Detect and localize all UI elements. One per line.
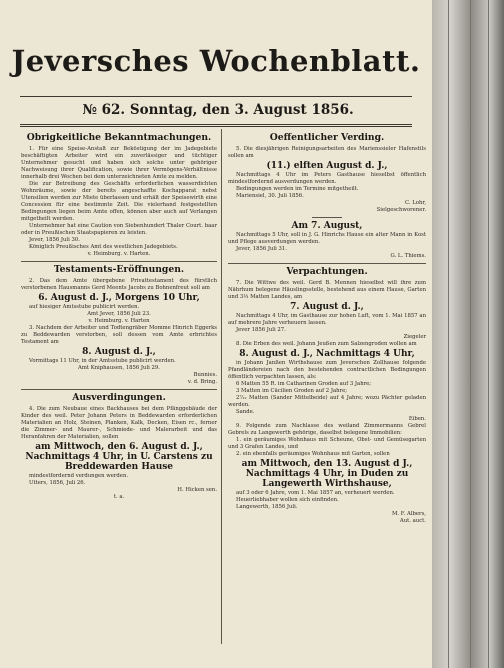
wills-signed3: v. d. Bring.	[187, 379, 217, 385]
leases-heading: Verpachtungen.	[286, 266, 368, 277]
left-column	[21, 131, 217, 501]
official-date: Jever, 1856 Juli 30.	[29, 237, 80, 243]
contracts-signed: H. Hicken sen.	[177, 487, 217, 493]
separator	[21, 261, 217, 262]
leases-date-big3: am Mittwoch, den 13. August d J., Nachmittags 4 Uhr, in Duden zu Langewerth Wirthshause,	[241, 459, 413, 489]
leases-p1: 7. Die Wittwe des weil. Gerd B. Mennen hieselbst will ihre zum Nährhum belegene Häuslingsstelle, bestehend aus einem Hause, Garten und 3⅓ Matten Landes, am	[228, 280, 426, 300]
wills-signed: v. Heimburg. v. Harten	[88, 318, 150, 324]
right-column	[228, 131, 426, 525]
wills-date-big2: 8. August d. J.,	[82, 347, 156, 357]
leases-p4: in Johann Janßen Wirthshause zum Jeverschen Zollhause folgende Pfandländereien nach den bestehenden contractlichen Bedingungen öffentlich verpachten lassen, als:	[228, 360, 426, 380]
auction-date-big2: Am 7. August,	[291, 221, 363, 231]
leases-p2: Nachmittags 4 Uhr, im Gasthause zur hohen Luft, vom 1. Mai 1857 an auf mehrere Jahre verheuern lassen.	[228, 313, 426, 326]
wills-note: auf hiesiger Amtsstube publicirt werden.	[29, 304, 140, 310]
contracts-p1: 4. Die zum Neubaue eines Backhauses bei dem Pfänggebäude der Kinder des weil. Peter Johann Peters in Beddewarden erforderlichen Materialien an Holz, Steinen, Planken, Kalk, Decken, Eisen rc., ferner die Zimmer- und Maurer-, Schmiede- und Malerarbeit und das Heranfahren der Materialien, sollen	[21, 406, 217, 440]
wills-signed2: Bunnies.	[193, 372, 217, 378]
wills-p2: 3. Nachdem der Arbeiter und Todtengräber Momme Hinrich Eggerks zu Beddewarden verstorben, soll dessen vom Amte erbrichtes Testament am	[21, 325, 217, 345]
issue-line: № 62. Sonntag, den 3. August 1856.	[82, 102, 354, 118]
official-heading: Obrigkeitliche Bekanntmachungen.	[26, 132, 212, 143]
leases-place: Jever 1856 Juli 27.	[236, 327, 286, 333]
leases-p3: 8. Die Erben des weil. Johann Jeußen zum Salzengroden wollen am	[236, 341, 417, 347]
leases-place2: Sande.	[236, 409, 255, 415]
rule-top	[20, 96, 412, 97]
leases-signed2: Eiben.	[408, 416, 426, 422]
spine-edge-line	[470, 0, 471, 668]
leases-item2: 3 Matten im Cäcilien Groden auf 2 Jahre;	[236, 388, 347, 394]
masthead-title: Jeversches Wochenblatt.	[11, 44, 421, 78]
rule-under-issue-2	[20, 126, 412, 127]
official-signed: v. Heimburg. v. Harten.	[87, 251, 151, 257]
auction-p2: Nachmittags 4 Uhr im Peters Gasthause hieselbst öffentlich mindestfordernd ausverdungen werden.	[228, 172, 426, 185]
auction-place2: Jever, 1856 Juli 31.	[236, 246, 287, 252]
leases-date-big: 7. August d. J.,	[290, 302, 364, 312]
auction-date-big: (11.) elften August d. J.,	[266, 161, 388, 171]
leases-date-big2: 8. August d. J., Nachmittags 4 Uhr,	[239, 349, 415, 359]
leases-p6: auf 3 oder 6 Jahre, vom 1. Mai 1857 an, verheuert werden.	[236, 490, 395, 496]
spine-edge-line	[448, 0, 449, 668]
wills-date-big: 6. August d. J., Morgens 10 Uhr,	[38, 293, 200, 303]
wills-p1: 2. Das dem Amte übergebene Privattestament des fürstlich verstorbenen Hausmanns Gerd Meents Jacobs zu Bohnenfreut soll am	[21, 278, 217, 291]
separator	[228, 263, 426, 264]
official-office: Königlich Preußisches Amt des westlichen Jadegebiets.	[29, 244, 178, 250]
column-divider	[221, 129, 222, 644]
separator	[21, 389, 217, 390]
auction-p3: Bedingungen werden im Termine mitgetheilt.	[236, 186, 359, 192]
wills-place2: Amt Kniphausen, 1856 Juli 29.	[78, 365, 160, 371]
spine-edge-line	[488, 0, 489, 668]
leases-item3: 2⁷⁄₁₂ Matten (Sander Mittelbeide) auf 4 Jahre; wozu Pächter geladen werden.	[228, 395, 426, 408]
separator	[312, 217, 342, 218]
contracts-signed2: t. a.	[113, 494, 125, 500]
auction-heading: Oeffentlicher Verding.	[269, 132, 385, 143]
auction-signed2: Sielgeschworener.	[376, 207, 426, 213]
book-spine	[432, 0, 504, 668]
leases-place3: Langewerth, 1856 Juli.	[236, 504, 298, 510]
leases-item1: 6 Matten 55 R. im Catharinen Groden auf 3 Jahre;	[236, 381, 372, 387]
leases-p7: Heuerliebhaber wollen sich einfinden.	[236, 497, 339, 503]
wills-place: Amt Jever, 1856 Juli 23.	[87, 311, 151, 317]
rule-under-issue	[20, 124, 412, 125]
leases-item4: 1. ein geräumiges Wohnhaus mit Scheune, Obst- und Gemüsegarten und 3 Grafen Landes, und	[228, 437, 426, 450]
leases-signed4: Aut. auct.	[399, 518, 426, 524]
auction-signed3: G. L. Thiems.	[390, 253, 426, 259]
official-p3: Unternehmer hat eine Caution von Siebenhundert Thaler Court. baar oder in Preußischen Staatspapieren zu leisten.	[21, 223, 217, 236]
auction-p4: Nachmittags 5 Uhr, soll in J. G. Hinrichs Hause ein alter Mann in Kost und Pflege ausverdungen werden.	[228, 232, 426, 245]
wills-heading: Testaments-Eröffnungen.	[53, 264, 185, 275]
contracts-date-big: am Mittwoch, den 6. August d. J., Nachmittags 4 Uhr, in U. Carstens zu Breddewarden Hause	[25, 442, 213, 472]
leases-signed3: M. F. Albers,	[392, 511, 426, 517]
official-p2: Die zur Betreibung des Geschäfts erforderlichen wasserdichten Wohnräume, sowie der bereits angeschaffte Kochapparat nebst Utensilien werden zur Miete überlassen und erhält der Speisewirth eine Concession für eine bestimmte Zeit. Die vielerhand festgestellten Bedingungen liegen beim Amte offen, können aber auch auf Verlangen mitgetheilt werden.	[21, 181, 217, 222]
contracts-note: mindestfordernd verdungen werden.	[29, 473, 129, 479]
official-p1: 1. Für eine Speise-Anstalt zur Beköstigung der im Jadegebiete beschäftigten Arbeiter wird ein zuverlässiger und tüchtiger Unternehmer gesucht und haben sich solche unter gehöriger Nachweisung ihrer Qualification, sowie ihrer Vermögens-Verhältnisse innerhalb drei Wochen bei dem unterzeichneten Amte zu melden.	[21, 146, 217, 180]
auction-signed: C. Lohr,	[405, 200, 426, 206]
contracts-heading: Ausverdingungen.	[72, 392, 166, 403]
leases-signed: Ziegeler	[403, 334, 426, 340]
auction-place: Mariensiel, 30. Juli 1856.	[236, 193, 304, 199]
leases-p5: 9. Folgende zum Nachlasse des weiland Zimmermanns Gebrel Gebrels zu Langewerth gehörige, daselbst belegene Immobilien:	[228, 423, 426, 436]
wills-note2: Vormittags 11 Uhr, in der Amtsstube publicirt werden.	[29, 358, 176, 364]
leases-item5: 2. ein ebenfalls geräumiges Wohnhaus mit Garten, sollen	[236, 451, 390, 457]
auction-p1: 5. Die diesjährigen Reinigungsarbeiten des Marienssieler Hafenstils sollen am	[228, 146, 426, 159]
contracts-place: Utters, 1856, Juli 26.	[29, 480, 86, 486]
